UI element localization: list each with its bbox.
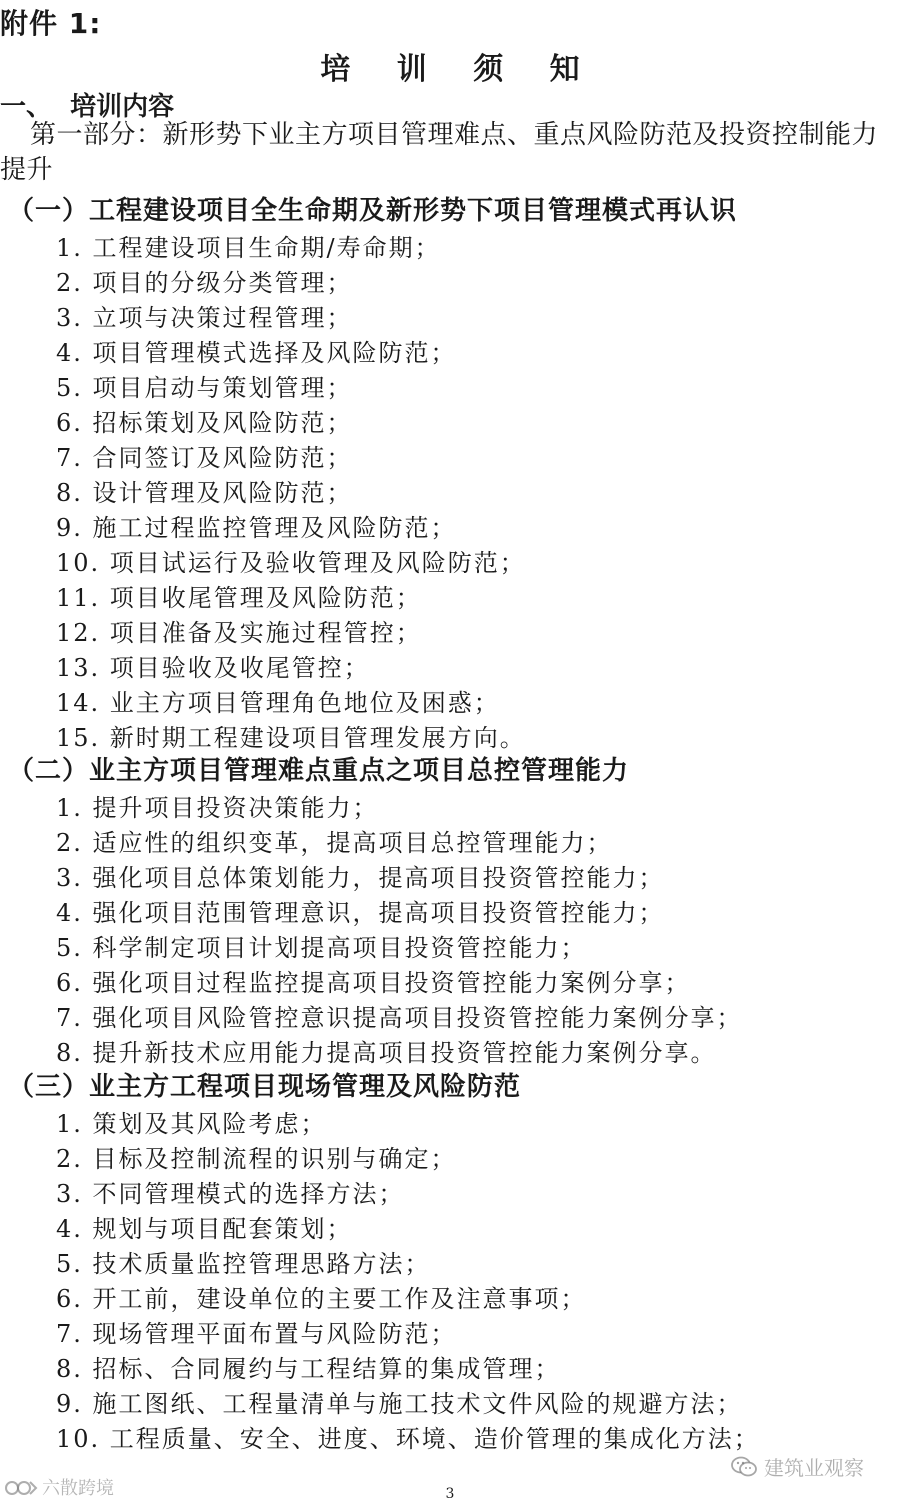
- list-item: 3. 不同管理模式的选择方法；: [56, 1180, 405, 1208]
- attachment-label: 附件 1:: [0, 7, 102, 40]
- list-item: 8. 提升新技术应用能力提高项目投资管控能力案例分享。: [56, 1039, 717, 1067]
- list-item: 6. 强化项目过程监控提高项目投资管控能力案例分享；: [56, 969, 691, 997]
- list-item: 15. 新时期工程建设项目管理发展方向。: [56, 724, 526, 752]
- group-heading: （二）业主方项目管理难点重点之项目总控管理能力: [8, 756, 630, 786]
- list-item: 4. 强化项目范围管理意识，提高项目投资管控能力；: [56, 899, 665, 927]
- list-item: 11. 项目收尾管理及风险防范；: [56, 584, 422, 612]
- list-item: 1. 工程建设项目生命期/寿命期；: [56, 234, 441, 262]
- list-item: 8. 招标、合同履约与工程结算的集成管理；: [56, 1355, 561, 1383]
- list-item: 12. 项目准备及实施过程管控；: [56, 619, 422, 647]
- page-number: 3: [445, 1486, 455, 1502]
- list-item: 3. 立项与决策过程管理；: [56, 304, 353, 332]
- list-item: 5. 项目启动与策划管理；: [56, 374, 353, 402]
- list-item: 5. 科学制定项目计划提高项目投资管控能力；: [56, 934, 587, 962]
- section-heading: 一、 培训内容: [0, 92, 175, 122]
- watermark-left: [4, 1474, 114, 1500]
- watermark-left-text: 六散跨境: [42, 1478, 114, 1499]
- list-item: 3. 强化项目总体策划能力，提高项目投资管控能力；: [56, 864, 665, 892]
- list-item: 14. 业主方项目管理角色地位及困惑；: [56, 689, 500, 717]
- list-item: 7. 合同签订及风险防范；: [56, 444, 353, 472]
- list-item: 5. 技术质量监控管理思路方法；: [56, 1250, 431, 1278]
- wechat-icon: [730, 1455, 758, 1479]
- list-item: 8. 设计管理及风险防范；: [56, 479, 353, 507]
- list-item: 9. 施工过程监控管理及风险防范；: [56, 514, 457, 542]
- list-item: 4. 规划与项目配套策划；: [56, 1215, 353, 1243]
- list-item: 1. 策划及其风险考虑；: [56, 1110, 327, 1138]
- list-item: 1. 提升项目投资决策能力；: [56, 794, 379, 822]
- part-title: [0, 118, 900, 188]
- list-item: 7. 现场管理平面布置与风险防范；: [56, 1320, 457, 1348]
- list-item: 9. 施工图纸、工程量清单与施工技术文件风险的规避方法；: [56, 1390, 743, 1418]
- part-title-text: 第一部分：新形势下业主方项目管理难点、重点风险防范及投资控制能力提升: [0, 120, 879, 185]
- list-item: 2. 目标及控制流程的识别与确定；: [56, 1145, 457, 1173]
- list-item: 4. 项目管理模式选择及风险防范；: [56, 339, 457, 367]
- list-item: 2. 项目的分级分类管理；: [56, 269, 353, 297]
- list-item: 10. 工程质量、安全、进度、环境、造价管理的集成化方法；: [56, 1425, 760, 1453]
- brand-logo-icon: [4, 1477, 38, 1497]
- document-title: 培 训 须 知: [320, 52, 598, 87]
- list-item: 6. 开工前，建设单位的主要工作及注意事项；: [56, 1285, 587, 1313]
- list-item: 10. 项目试运行及验收管理及风险防范；: [56, 549, 526, 577]
- list-item: 7. 强化项目风险管控意识提高项目投资管控能力案例分享；: [56, 1004, 743, 1032]
- group-heading: （一）工程建设项目全生命期及新形势下项目管理模式再认识: [8, 196, 738, 226]
- list-item: 2. 适应性的组织变革，提高项目总控管理能力；: [56, 829, 613, 857]
- watermark-right: [730, 1452, 864, 1481]
- watermark-right-text: 建筑业观察: [764, 1456, 864, 1480]
- group-heading: （三）业主方工程项目现场管理及风险防范: [8, 1072, 522, 1102]
- list-item: 13. 项目验收及收尾管控；: [56, 654, 370, 682]
- list-item: 6. 招标策划及风险防范；: [56, 409, 353, 437]
